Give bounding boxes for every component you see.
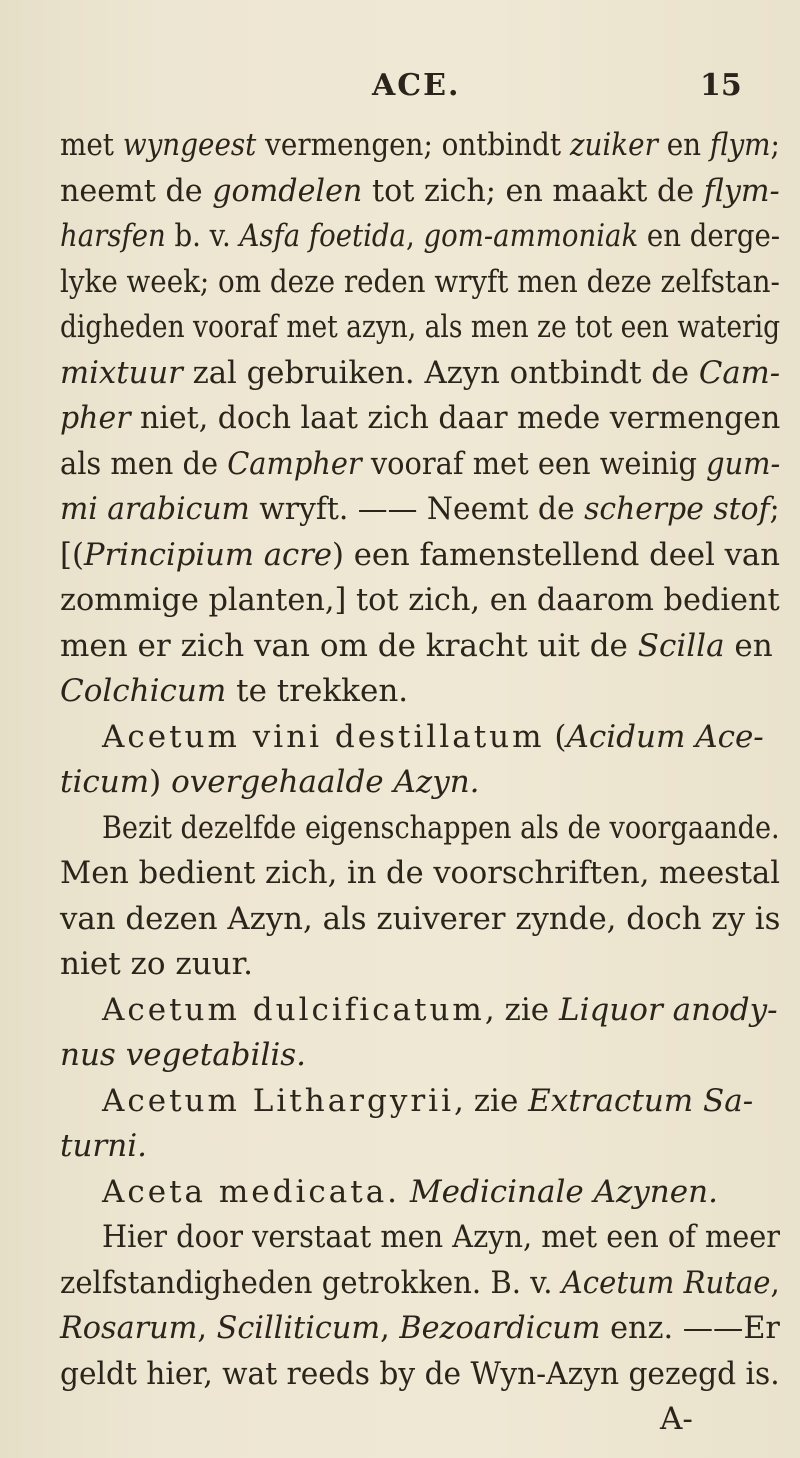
- text-line: [60, 944, 253, 984]
- text-run: lyke week; om deze reden wryft men deze zelfstan-: [60, 263, 780, 300]
- text-run: , zie: [484, 991, 559, 1028]
- text-run: ): [149, 764, 172, 800]
- text-run: harsfen: [60, 218, 166, 254]
- text-run: turni.: [60, 1128, 147, 1164]
- text-run: gomdelen: [212, 172, 363, 209]
- text-line: [60, 398, 780, 438]
- text-run: Aceta medicata.: [102, 1173, 401, 1210]
- text-run: ,: [405, 218, 424, 254]
- text-line: [60, 1263, 780, 1303]
- text-run: tot zich; en maakt de: [362, 172, 704, 209]
- text-run: digheden vooraf met azyn, als men ze tot een waterig: [60, 309, 781, 345]
- text-line: [60, 1126, 147, 1166]
- text-run: Cam-: [698, 354, 781, 391]
- text-run: ,: [380, 1310, 400, 1346]
- text-run: zuiker: [569, 127, 658, 163]
- page-number: 15: [700, 68, 742, 103]
- text-line: [60, 626, 773, 666]
- text-run: zelfstandigheden getrokken. B. v.: [60, 1264, 562, 1301]
- text-run: te trekken.: [226, 673, 409, 709]
- text-line: [102, 808, 780, 848]
- text-run: overgehaalde Azyn.: [171, 764, 480, 800]
- text-run: Bezit dezelfde eigenschappen als de voorgaande.: [102, 809, 780, 846]
- text-run: en: [724, 627, 773, 664]
- text-run: (: [544, 718, 567, 755]
- text-run: Hier door verstaat men Azyn, met een of meer: [102, 1219, 781, 1255]
- text-run: Medicinale Azynen.: [409, 1173, 718, 1210]
- text-run: , zie: [454, 1082, 529, 1119]
- text-run: ,: [197, 1310, 217, 1346]
- text-run: ;: [770, 127, 780, 163]
- text-line: [60, 671, 408, 711]
- text-run: Bezoardicum: [399, 1310, 601, 1346]
- text-line: [102, 1217, 780, 1257]
- text-line: [660, 1399, 693, 1439]
- text-run: Principium acre: [83, 536, 333, 573]
- text-run: Colchicum: [60, 673, 227, 709]
- text-run: als men de: [60, 445, 228, 482]
- text-run: ) een famenstellend deel van: [332, 536, 780, 573]
- text-run: ,: [770, 1264, 780, 1301]
- text-run: met: [60, 127, 123, 163]
- text-line: [60, 171, 780, 211]
- text-run: zommige planten,] tot zich, en daarom bedient: [60, 582, 780, 618]
- text-run: Scilliticum: [216, 1310, 381, 1346]
- text-run: ticum: [60, 764, 150, 800]
- text-run: flym: [709, 127, 771, 163]
- text-run: en derge-: [638, 218, 781, 254]
- text-line: [102, 990, 778, 1030]
- text-line: [60, 535, 780, 575]
- text-line: [102, 1081, 753, 1121]
- text-line: [60, 125, 780, 165]
- text-run: Acetum Rutae: [561, 1264, 771, 1301]
- text-run: wryft. —— Neemt de: [249, 491, 585, 527]
- text-run: Liquor anody-: [558, 991, 778, 1028]
- text-line: [60, 216, 780, 256]
- text-run: Campher: [227, 445, 362, 482]
- text-run: Acetum Lithargyrii: [102, 1082, 454, 1119]
- text-run: [400, 1174, 410, 1210]
- text-run: mi arabicum: [60, 491, 250, 527]
- text-line: [60, 1035, 306, 1075]
- text-line: [60, 899, 780, 939]
- text-run: niet zo zuur.: [60, 946, 253, 982]
- text-run: Scilla: [637, 627, 725, 664]
- text-run: [(: [60, 536, 84, 573]
- text-line: [60, 1308, 780, 1348]
- text-run: geldt hier, wat reeds by de Wyn-Azyn gezegd is.: [60, 1355, 780, 1392]
- text-run: flym-: [703, 172, 780, 209]
- text-run: enz. ——Er: [600, 1310, 780, 1346]
- text-run: b. v.: [165, 218, 240, 254]
- text-line: [60, 307, 780, 347]
- text-run: Asfa foetida: [239, 218, 406, 254]
- text-line: [60, 762, 480, 802]
- text-line: [102, 717, 764, 757]
- text-run: scherpe stof: [584, 491, 770, 527]
- text-run: zal gebruiken. Azyn ontbindt de: [182, 354, 699, 391]
- text-run: neemt de: [60, 172, 213, 209]
- text-run: Men bedient zich, in de voorschriften, meestal: [60, 855, 780, 891]
- text-run: mixtuur: [60, 354, 183, 391]
- text-line: [60, 262, 780, 302]
- text-run: wyngeest: [122, 127, 257, 163]
- text-line: [60, 444, 780, 484]
- text-run: gum-: [706, 445, 781, 482]
- text-line: [60, 853, 780, 893]
- text-line: [102, 1172, 718, 1212]
- text-run: Acidum Ace-: [566, 718, 764, 755]
- text-run: vooraf met een weinig: [361, 445, 707, 482]
- text-line: [60, 353, 780, 393]
- text-line: [60, 1354, 780, 1394]
- text-run: ;: [769, 491, 780, 527]
- running-head: ACE.: [372, 68, 461, 103]
- text-run: Extractum Sa-: [528, 1082, 754, 1119]
- text-run: nus vegetabilis.: [60, 1037, 307, 1073]
- text-line: [60, 489, 780, 529]
- text-run: pher: [60, 400, 131, 436]
- text-line: [60, 580, 780, 620]
- text-run: Rosarum: [60, 1310, 198, 1346]
- text-run: Acetum vini destillatum: [102, 718, 545, 755]
- text-run: gom-ammoniak: [423, 218, 639, 254]
- text-run: vermengen; ontbindt: [256, 127, 570, 163]
- text-run: van dezen Azyn, als zuiverer zynde, doch zy is: [60, 900, 781, 937]
- text-run: en: [657, 127, 710, 163]
- text-run: Acetum dulcificatum: [102, 991, 485, 1028]
- text-run: niet, doch laat zich daar mede vermengen: [130, 400, 781, 436]
- text-run: A-: [660, 1401, 693, 1437]
- text-run: men er zich van om de kracht uit de: [60, 627, 638, 664]
